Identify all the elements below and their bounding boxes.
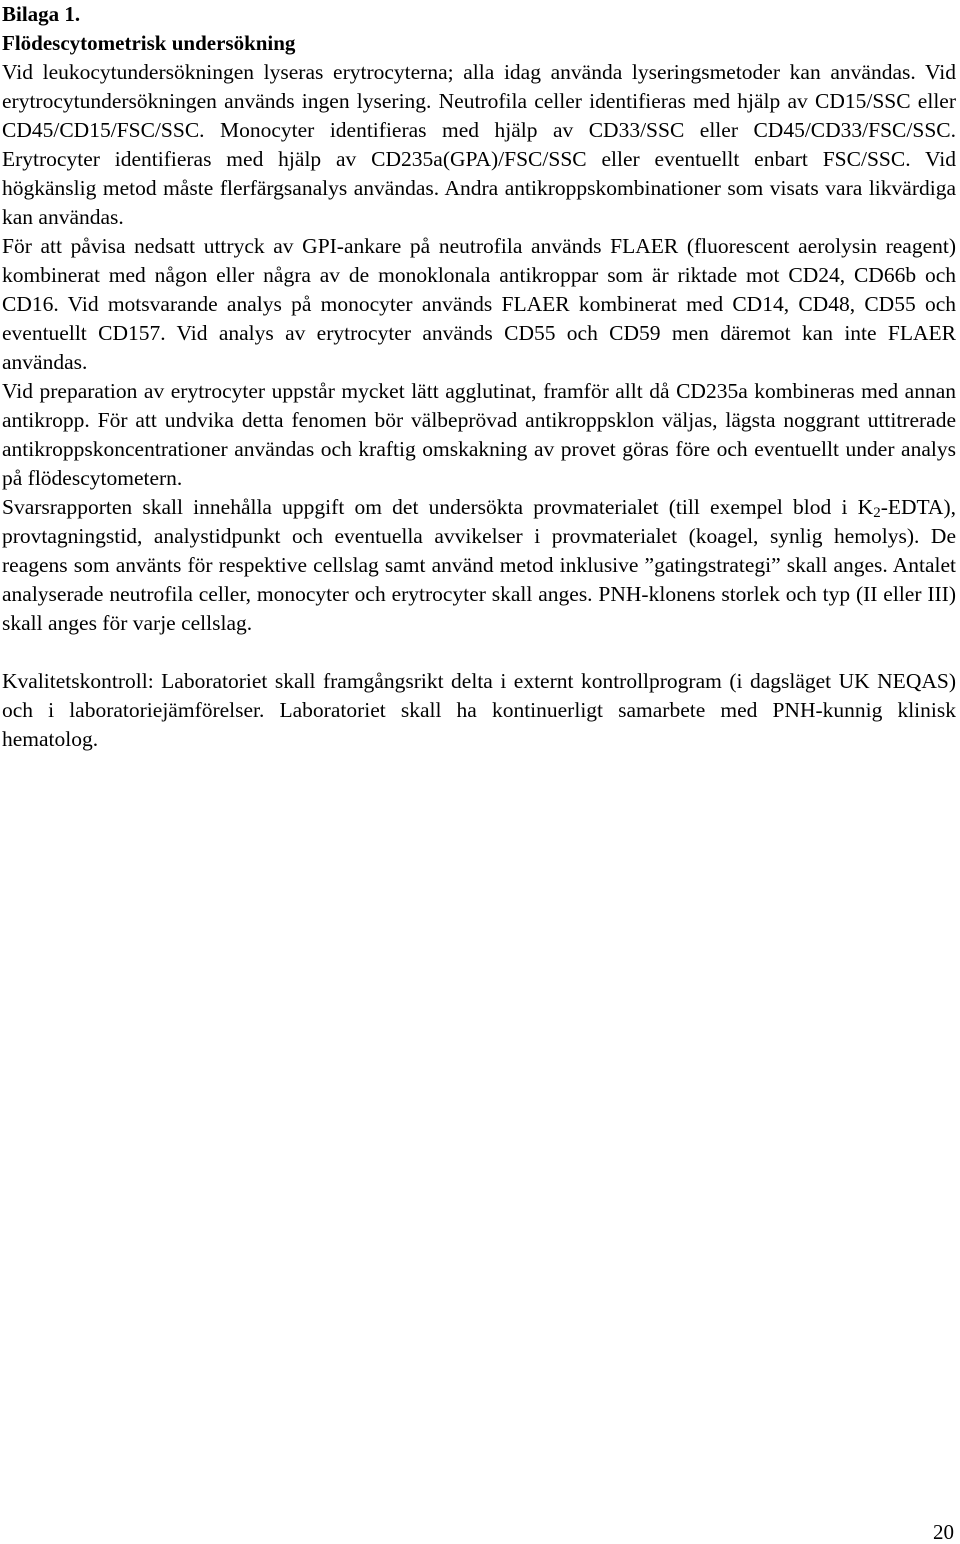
page-number: 20	[933, 1520, 954, 1544]
section-title: Flödescytometrisk undersökning	[2, 31, 296, 55]
paragraph-spacer	[2, 638, 956, 667]
report-text-part-1: Svarsrapporten skall innehålla uppgift om det undersökta provmaterialet (till exempel blod i K	[2, 495, 874, 519]
annex-title: Bilaga 1.	[2, 2, 81, 26]
paragraph-lysing-and-identification: Vid leukocytundersökningen lyseras erytrocyterna; alla idag använda lyseringsmetoder kan användas. Vid erytrocytundersökningen används ingen lysering. Neutrofila celler identifieras med hjälp av CD15/SSC eller CD45/CD15/FSC/SSC. Monocyter identifieras med hjälp av CD33/SSC eller CD45/CD33/FSC/SSC. Erytrocyter identifieras med hjälp av CD235a(GPA)/FSC/SSC eller eventuellt enbart FSC/SSC. Vid högkänslig metod måste flerfärgsanalys användas. Andra antikroppskombinationer som visats vara likvärdiga kan användas.	[2, 60, 956, 229]
paragraph-quality-control: Kvalitetskontroll: Laboratoriet skall framgångsrikt delta i externt kontrollprogram (i dagsläget UK NEQAS) och i laboratoriejämförelser. Laboratoriet skall ha kontinuerligt samarbete med PNH-kunnig klinisk hematolog.	[2, 669, 956, 751]
subscript-2: 2	[873, 505, 881, 521]
report-text-part-2: -EDTA), provtagningstid, analystidpunkt och eventuella avvikelser i provmaterialet (koagel, synlig hemolys). De reagens som använts för respektive cellslag samt använd metod inklusive ”gatingstrategi” skall anges. Antalet analyserade neutrofila celler, monocyter och erytrocyter skall anges. PNH-klonens storlek och typ (II eller III) skall anges för varje cellslag.	[2, 495, 956, 635]
paragraph-erythrocyte-preparation: Vid preparation av erytrocyter uppstår mycket lätt agglutinat, framför allt då CD235a kombineras med annan antikropp. För att undvika detta fenomen bör välbeprövad antikroppsklon väljas, lägsta noggrant uttitrerade antikroppskoncentrationer användas och kraftig omskakning av provet göras före och eventuellt under analys på flödescytometern.	[2, 379, 956, 490]
document-body	[2, 0, 956, 754]
paragraph-flaer-gpi-anchor: För att påvisa nedsatt uttryck av GPI-ankare på neutrofila används FLAER (fluorescent aerolysin reagent) kombinerat med någon eller några av de monoklonala antikroppar som är riktade mot CD24, CD66b och CD16. Vid motsvarande analys på monocyter används FLAER kombinerat med CD14, CD48, CD55 och eventuellt CD157. Vid analys av erytrocyter används CD55 och CD59 men däremot kan inte FLAER användas.	[2, 234, 956, 374]
paragraph-report-content	[2, 493, 956, 638]
